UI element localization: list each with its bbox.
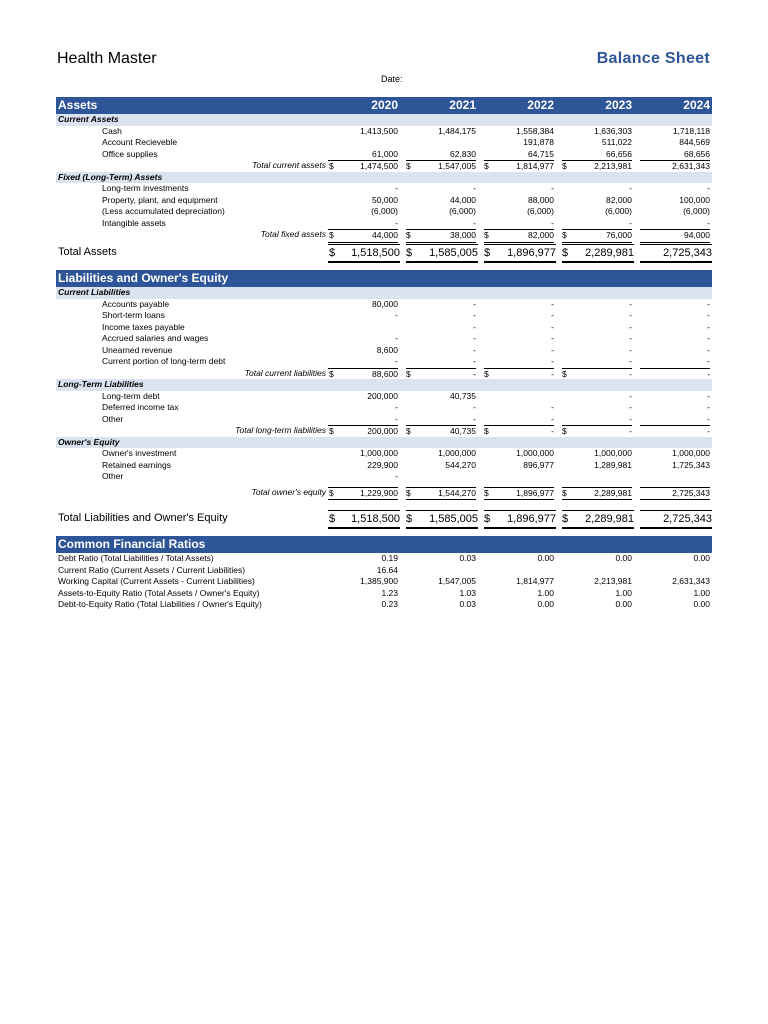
liabilities-header-bar	[56, 270, 712, 287]
cell-value: -	[395, 402, 398, 412]
row-label: Unearned revenue	[102, 344, 173, 355]
row-label: Accounts payable	[102, 298, 170, 309]
currency-symbol: $	[329, 426, 334, 436]
cell-value: 0.23	[381, 599, 398, 609]
cell-value: 1,385,900	[360, 576, 398, 586]
cell-value: 1.23	[381, 587, 398, 598]
row-label: Intangible assets	[102, 217, 166, 228]
cell-value: 1,000,000	[672, 448, 710, 458]
table-row	[56, 471, 712, 483]
cell-value: (6,000)	[683, 206, 710, 216]
table-row	[56, 402, 712, 414]
row-label: Accrued salaries and wages	[102, 333, 209, 343]
date-label: Date:	[381, 74, 403, 84]
cell-value: 0.03	[459, 599, 476, 609]
cell-value: 88,000	[528, 194, 554, 205]
cell-value: 1,484,175	[438, 125, 476, 136]
assets-header-bar	[56, 97, 712, 114]
cell-value: -	[707, 344, 710, 355]
row-label: Income taxes payable	[102, 321, 185, 332]
cell-value: -	[551, 298, 554, 309]
total-value: 1,474,500	[328, 160, 398, 174]
total-value: 76,000	[562, 229, 632, 243]
cell-value: -	[629, 333, 632, 343]
total-long-term-liabilities-row	[56, 425, 712, 437]
cell-value: -	[551, 183, 554, 193]
total-value: -	[562, 425, 632, 439]
cell-value: -	[629, 183, 632, 193]
cell-value: 80,000	[372, 298, 398, 309]
cell-value: -	[395, 310, 398, 320]
current-liabilities-band	[56, 287, 712, 299]
cell-value: 1,000,000	[438, 448, 476, 458]
cell-value: 44,000	[450, 194, 476, 205]
total-value: 2,213,981	[562, 160, 632, 174]
company-name: Health Master	[57, 50, 157, 67]
cell-value: 82,000	[606, 194, 632, 205]
cell-value: 2,213,981	[594, 576, 632, 586]
row-label: Debt Ratio (Total Liabilities / Total Assets)	[58, 553, 214, 563]
total-label: Total fixed assets	[260, 229, 326, 239]
cell-value: -	[473, 217, 476, 228]
total-value: 1,814,977	[484, 160, 554, 174]
cell-value: 64,715	[528, 148, 554, 159]
total-liabilities-equity-row	[56, 510, 712, 526]
grand-total-value: 2,725,343	[640, 510, 712, 529]
cell-value: -	[473, 333, 476, 343]
cell-value: 2,631,343	[672, 576, 710, 586]
row-label: Assets-to-Equity Ratio (Total Assets / Owner's Equity)	[58, 587, 260, 598]
cell-value: 191,878	[523, 137, 554, 147]
table-row	[56, 322, 712, 334]
table-row	[56, 183, 712, 195]
grand-total-value: 1,896,977	[484, 244, 556, 263]
cell-value: -	[707, 321, 710, 332]
cell-value: 0.00	[537, 553, 554, 563]
cell-value: -	[551, 333, 554, 343]
total-value: 82,000	[484, 229, 554, 243]
section-subtitle: Long-Term Liabilities	[58, 379, 144, 389]
total-fixed-assets-row	[56, 229, 712, 241]
cell-value: 0.00	[537, 599, 554, 609]
fixed-assets-rows	[56, 183, 712, 229]
currency-symbol: $	[484, 161, 489, 171]
cell-value: 16.64	[376, 564, 398, 575]
grand-total-value: 1,585,005	[406, 510, 478, 529]
currency-symbol: $	[406, 230, 411, 240]
cell-value: (6,000)	[449, 206, 476, 216]
cell-value: 0.00	[693, 599, 710, 609]
sheet-title: Balance Sheet	[596, 50, 710, 67]
row-label: Current portion of long-term debt	[102, 356, 226, 366]
liabilities-section	[56, 270, 712, 526]
total-value: 40,735	[406, 425, 476, 439]
currency-symbol: $	[562, 426, 567, 436]
year-header: 2020	[371, 98, 398, 112]
cell-value: 229,900	[367, 459, 398, 470]
current-assets-rows	[56, 126, 712, 161]
cell-value: 1,718,118	[672, 125, 710, 136]
cell-value: -	[707, 217, 710, 228]
section-subtitle: Current Assets	[58, 114, 119, 124]
grand-total-value: 1,896,977	[484, 510, 556, 529]
cell-value: -	[707, 183, 710, 193]
row-label: Debt-to-Equity Ratio (Total Liabilities / Owner's Equity)	[58, 599, 262, 609]
cell-value: 544,270	[445, 459, 476, 470]
total-value: 94,000	[640, 229, 710, 243]
row-label: Short-term loans	[102, 310, 165, 320]
table-row	[56, 299, 712, 311]
table-row	[56, 345, 712, 357]
currency-symbol: $	[562, 510, 572, 529]
ratios-section	[56, 536, 712, 611]
currency-symbol: $	[562, 368, 567, 379]
cell-value: 8,600	[376, 344, 398, 355]
cell-value: (6,000)	[527, 206, 554, 216]
cell-value: -	[629, 402, 632, 412]
table-row	[56, 576, 712, 588]
table-row	[56, 126, 712, 138]
cell-value: -	[629, 310, 632, 320]
currency-symbol: $	[406, 161, 411, 171]
currency-symbol: $	[329, 487, 334, 498]
total-value: 88,600	[328, 368, 398, 382]
cell-value: -	[707, 413, 710, 424]
grand-total-label: Total Liabilities and Owner's Equity	[58, 512, 228, 524]
table-row	[56, 137, 712, 149]
cell-value: -	[395, 183, 398, 193]
total-value: 1,544,270	[406, 487, 476, 501]
cell-value: (6,000)	[371, 206, 398, 216]
cell-value: -	[473, 321, 476, 332]
cell-value: 1,547,005	[438, 576, 476, 586]
currency-symbol: $	[484, 244, 494, 263]
table-row	[56, 588, 712, 600]
cell-value: 1,413,500	[360, 125, 398, 136]
total-owners-equity-row	[56, 487, 712, 499]
cell-value: -	[629, 321, 632, 332]
cell-value: -	[395, 471, 398, 481]
owners-equity-rows	[56, 448, 712, 483]
currency-symbol: $	[484, 510, 494, 529]
cell-value: -	[551, 356, 554, 366]
table-row	[56, 333, 712, 345]
currency-symbol: $	[329, 244, 339, 263]
row-label: Current Ratio (Current Assets / Current Liabilities)	[58, 564, 246, 575]
currency-symbol: $	[329, 161, 334, 171]
table-row	[56, 448, 712, 460]
row-label: Office supplies	[102, 148, 158, 159]
cell-value: -	[629, 217, 632, 228]
row-label: Other	[102, 413, 124, 424]
total-value: 44,000	[328, 229, 398, 243]
total-label: Total current assets	[252, 160, 326, 170]
year-header: 2021	[449, 98, 476, 112]
cell-value: 844,569	[679, 137, 710, 147]
cell-value: -	[473, 356, 476, 366]
cell-value: -	[707, 390, 710, 401]
grand-total-value: 2,725,343	[640, 244, 712, 263]
cell-value: 1.00	[693, 587, 710, 598]
currency-symbol: $	[406, 244, 416, 263]
cell-value: -	[473, 413, 476, 424]
table-row	[56, 149, 712, 161]
cell-value: -	[629, 298, 632, 309]
assets-section	[56, 97, 712, 260]
grand-total-value: 2,289,981	[562, 244, 634, 263]
cell-value: -	[629, 413, 632, 424]
cell-value: 61,000	[372, 148, 398, 159]
cell-value: 0.00	[615, 599, 632, 609]
total-value: -	[484, 425, 554, 439]
grand-total-value: 1,518,500	[328, 510, 400, 529]
cell-value: 1,000,000	[516, 448, 554, 458]
row-label: Retained earnings	[102, 459, 171, 470]
cell-value: 896,977	[523, 459, 554, 470]
cell-value: -	[551, 310, 554, 320]
cell-value: -	[707, 298, 710, 309]
cell-value: 1,814,977	[516, 576, 554, 586]
cell-value: 1,000,000	[360, 448, 398, 458]
cell-value: -	[473, 298, 476, 309]
cell-value: 68,656	[684, 148, 710, 159]
cell-value: -	[551, 413, 554, 424]
currency-symbol: $	[406, 487, 411, 498]
total-value: 1,896,977	[484, 487, 554, 501]
table-row	[56, 195, 712, 207]
grand-total-label: Total Assets	[58, 245, 117, 258]
table-row	[56, 206, 712, 218]
year-header: 2023	[605, 98, 632, 112]
total-value: 1,547,005	[406, 160, 476, 174]
total-label: Total current liabilities	[244, 367, 326, 378]
total-value: -	[484, 368, 554, 382]
cell-value: 1,000,000	[594, 448, 632, 458]
cell-value: 1,725,343	[672, 459, 710, 470]
cell-value: -	[473, 402, 476, 412]
total-value: -	[406, 368, 476, 382]
ratios-title: Common Financial Ratios	[58, 537, 206, 551]
section-subtitle: Fixed (Long-Term) Assets	[58, 171, 163, 182]
currency-symbol: $	[562, 487, 567, 498]
currency-symbol: $	[562, 244, 572, 263]
currency-symbol: $	[562, 230, 567, 240]
currency-symbol: $	[329, 368, 334, 379]
cell-value: 40,735	[450, 390, 476, 401]
total-value: 200,000	[328, 425, 398, 439]
total-value: 2,725,343	[640, 487, 710, 501]
cell-value: 0.00	[615, 553, 632, 563]
cell-value: 1,558,384	[516, 125, 554, 136]
cell-value: -	[473, 310, 476, 320]
total-value: -	[562, 368, 632, 382]
cell-value: -	[707, 333, 710, 343]
cell-value: -	[551, 217, 554, 228]
cell-value: 0.00	[693, 553, 710, 563]
cell-value: 1,289,981	[594, 459, 632, 470]
cell-value: -	[395, 413, 398, 424]
cell-value: 1.00	[537, 587, 554, 598]
table-row	[56, 356, 712, 368]
row-label: Other	[102, 471, 124, 481]
cell-value: -	[629, 390, 632, 401]
table-row	[56, 414, 712, 426]
currency-symbol: $	[329, 510, 339, 529]
currency-symbol: $	[329, 230, 334, 240]
cell-value: 100,000	[679, 194, 710, 205]
total-current-liabilities-row	[56, 368, 712, 380]
table-row	[56, 599, 712, 611]
table-row	[56, 460, 712, 472]
table-row	[56, 553, 712, 565]
currency-symbol: $	[562, 161, 567, 171]
total-value: 2,631,343	[640, 160, 710, 174]
fixed-assets-band	[56, 172, 712, 184]
table-row	[56, 310, 712, 322]
table-row	[56, 391, 712, 403]
long-term-liabilities-rows	[56, 391, 712, 426]
cell-value: -	[395, 356, 398, 366]
total-current-assets-row	[56, 160, 712, 172]
cell-value: -	[395, 333, 398, 343]
cell-value: -	[395, 217, 398, 228]
currency-symbol: $	[484, 368, 489, 379]
total-label: Total long-term liabilities	[235, 425, 326, 435]
owners-equity-band	[56, 437, 712, 449]
grand-total-value: 1,518,500	[328, 244, 400, 263]
cell-value: -	[473, 183, 476, 193]
cell-value: 62,830	[450, 148, 476, 159]
total-value: -	[640, 368, 710, 382]
section-subtitle: Owner's Equity	[58, 436, 120, 447]
row-label: Cash	[102, 125, 122, 136]
table-row	[56, 565, 712, 577]
currency-symbol: $	[484, 230, 489, 240]
long-term-liabilities-band	[56, 379, 712, 391]
current-assets-band	[56, 114, 712, 126]
cell-value: -	[629, 356, 632, 366]
ratio-rows	[56, 553, 712, 611]
cell-value: -	[707, 310, 710, 320]
row-label: Deferred income tax	[102, 402, 179, 412]
cell-value: 50,000	[372, 194, 398, 205]
grand-total-value: 2,289,981	[562, 510, 634, 529]
row-label: Account Recieveble	[102, 137, 178, 147]
currency-symbol: $	[406, 426, 411, 436]
cell-value: 200,000	[367, 390, 398, 401]
row-label: (Less accumulated depreciation)	[102, 206, 225, 216]
cell-value: -	[707, 402, 710, 412]
assets-title: Assets	[58, 98, 98, 112]
row-label: Long-term investments	[102, 183, 189, 193]
row-label: Owner's investment	[102, 448, 177, 458]
total-value: 2,289,981	[562, 487, 632, 501]
total-value: 1,229,900	[328, 487, 398, 501]
cell-value: 0.19	[381, 553, 398, 563]
grand-total-value: 1,585,005	[406, 244, 478, 263]
currency-symbol: $	[484, 487, 489, 498]
cell-value: -	[551, 344, 554, 355]
cell-value: 511,022	[601, 137, 632, 147]
currency-symbol: $	[406, 368, 411, 379]
currency-symbol: $	[406, 510, 416, 529]
total-label: Total owner's equity	[251, 486, 326, 497]
cell-value: -	[473, 344, 476, 355]
row-label: Long-term debt	[102, 390, 160, 401]
ratios-header-bar	[56, 536, 712, 553]
total-value: 38,000	[406, 229, 476, 243]
row-label: Property, plant, and equipment	[102, 194, 218, 205]
cell-value: -	[551, 402, 554, 412]
year-header: 2022	[527, 98, 554, 112]
cell-value: -	[707, 356, 710, 366]
cell-value: 0.03	[459, 553, 476, 563]
total-value: -	[640, 425, 710, 439]
section-subtitle: Current Liabilities	[58, 287, 131, 297]
cell-value: (6,000)	[605, 206, 632, 216]
cell-value: -	[551, 321, 554, 332]
total-assets-row	[56, 244, 712, 260]
liabilities-title: Liabilities and Owner's Equity	[58, 271, 229, 285]
current-liabilities-rows	[56, 299, 712, 368]
cell-value: -	[629, 344, 632, 355]
cell-value: 66,656	[606, 148, 632, 159]
table-row	[56, 218, 712, 230]
cell-value: 1.00	[615, 587, 632, 598]
year-header: 2024	[683, 98, 710, 112]
cell-value: 1,636,303	[594, 125, 632, 136]
currency-symbol: $	[484, 426, 489, 436]
cell-value: 1.03	[459, 587, 476, 598]
row-label: Working Capital (Current Assets - Current Liabilities)	[58, 576, 255, 586]
